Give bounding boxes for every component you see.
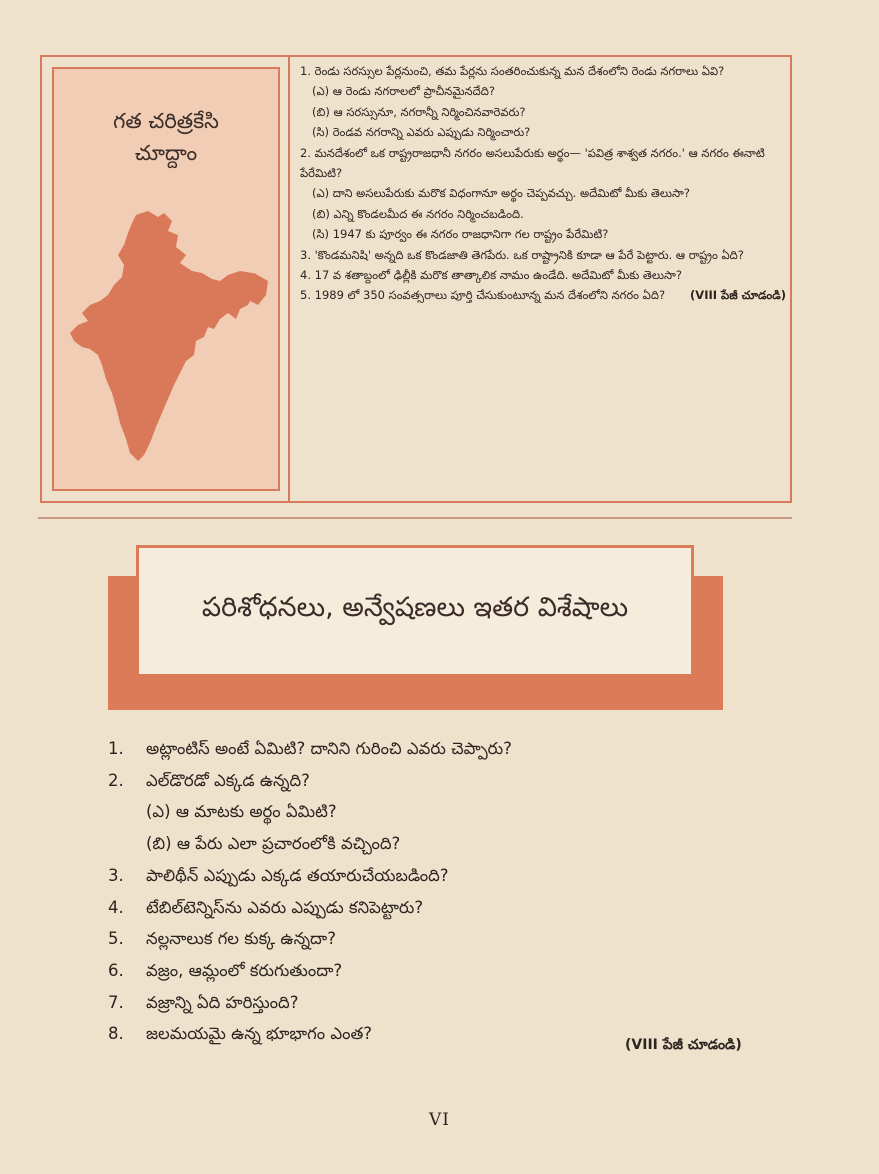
item-number: 6. — [108, 960, 124, 980]
item-number: 8. — [108, 1024, 124, 1044]
question-sub: (ఎ) దాని అసలుపేరుకు మరొక విధంగానూ అర్థం చెప్పవచ్చు. అదేమిటో మీకు తెలుసా? — [312, 186, 690, 201]
item-text: అట్లాంటిస్ అంటే ఏమిటి? దానిని గురించి ఎవరు చెప్పారు? — [146, 739, 512, 758]
list-item — [108, 796, 798, 828]
question-text: 4. 17 వ శతాబ్దంలో ఢిల్లీకి మరొక తాత్కాలిక నామం ఉండేది. అదేమిటో మీకు తెలుసా? — [300, 268, 682, 283]
question-sub: (సి) 1947 కు పూర్వం ఈ నగరం రాజధానిగా గల రాష్ట్రం పేరేమిటి? — [312, 227, 609, 242]
item-number: 4. — [108, 897, 124, 917]
section-divider — [38, 517, 792, 519]
item-text: (ఎ) ఆ మాటకు అర్థం ఏమిటి? — [146, 802, 337, 822]
item-number: 5. — [108, 929, 124, 949]
item-number: 3. — [108, 865, 124, 885]
list-item — [108, 892, 798, 924]
history-panel — [52, 67, 280, 491]
item-text: వజ్రాన్ని ఏది హరిస్తుంది? — [146, 992, 299, 1012]
item-number: 2. — [108, 770, 124, 790]
question-text: 3. 'కొండమనిషి' అన్నది ఒక కొండజాతి తెగపేరు. ఒక రాష్ట్రానికి కూడా ఆ పేరే పెట్టారు. ఆ రాష్ట్రం ఏది? — [300, 247, 744, 262]
question-text: 5. 1989 లో 350 సంవత్సరాలు పూర్తి చేసుకుంటూన్న మన దేశంలోని నగరం ఏది? — [300, 288, 666, 303]
see-page-note: (VIII పేజీ చూడండి) — [625, 1037, 742, 1053]
item-text: నల్లనాలుక గల కుక్క ఉన్నదా? — [146, 929, 336, 949]
question-sub: (బి) ఎన్ని కొండలమీద ఈ నగరం నిర్మించబడింది. — [312, 206, 524, 221]
question-sub: (సి) రెండవ నగరాన్ని ఎవరు ఎప్పుడు నిర్మించారు? — [312, 125, 531, 140]
india-map-icon — [68, 209, 272, 469]
panel-title: గత చరిత్రకేసి చూద్దాం — [113, 109, 219, 165]
section-title: పరిశోధనలు, అన్వేషణలు ఇతర విశేషాలు — [201, 592, 629, 623]
question-sub: (ఎ) ఆ రెండు నగరాలలో ప్రాచీనమైనదేది? — [312, 84, 495, 99]
india-map-illustration — [68, 209, 272, 469]
box-divider — [288, 57, 290, 501]
item-number: 7. — [108, 992, 124, 1012]
list-item — [108, 765, 798, 797]
list-item — [108, 733, 798, 765]
see-page-note: (VIII పేజీ చూడండి) — [690, 288, 786, 303]
item-text: ఎల్‌డొరడో ఎక్కడ ఉన్నది? — [146, 770, 310, 790]
question-4 — [300, 265, 786, 285]
item-text: టేబిల్‌టెన్నిస్‌ను ఎవరు ఎప్పుడు కనిపెట్టారు? — [146, 897, 424, 917]
question-2 — [300, 143, 786, 245]
list-item — [108, 860, 798, 892]
item-number: 1. — [108, 739, 124, 758]
question-5 — [300, 285, 786, 305]
item-text: (బి) ఆ పేరు ఎలా ప్రచారంలోకి వచ్చింది? — [146, 834, 401, 854]
list-item — [108, 955, 798, 987]
item-text: వజ్రం, ఆమ్లంలో కరుగుతుందా? — [146, 960, 343, 980]
question-3 — [300, 245, 786, 265]
history-quiz-box — [40, 55, 792, 503]
history-questions — [300, 61, 786, 306]
question-text: 1. రెండు సరస్సుల పేర్లనుంచి, తమ పేర్లను సంతరించుకున్న మన దేశంలోని రెండు నగరాలు ఏవి? — [300, 64, 725, 78]
item-text: పాలిథీన్ ఎప్పుడు ఎక్కడ తయారుచేయబడింది? — [146, 865, 449, 885]
list-item — [108, 923, 798, 955]
question-sub: (బి) ఆ సరస్సునూ, నగరాన్నీ నిర్మించినవారెవరు? — [312, 104, 526, 119]
list-item — [108, 987, 798, 1019]
question-1 — [300, 61, 786, 143]
list-item — [108, 828, 798, 860]
page-number: VI — [429, 1110, 450, 1130]
item-text: జలమయమై ఉన్న భూభాగం ఎంత? — [146, 1024, 373, 1044]
research-questions — [108, 733, 798, 1050]
item-number — [108, 796, 146, 828]
section-banner — [136, 545, 694, 677]
item-number — [108, 828, 146, 860]
question-text: 2. మనదేశంలో ఒక రాష్ట్రరాజధానీ నగరం అసలుపేరుకు అర్థం— 'పవిత్ర శాశ్వత నగరం.' ఆ నగరం ఈనాటి పేరేమిటి? — [300, 145, 765, 181]
